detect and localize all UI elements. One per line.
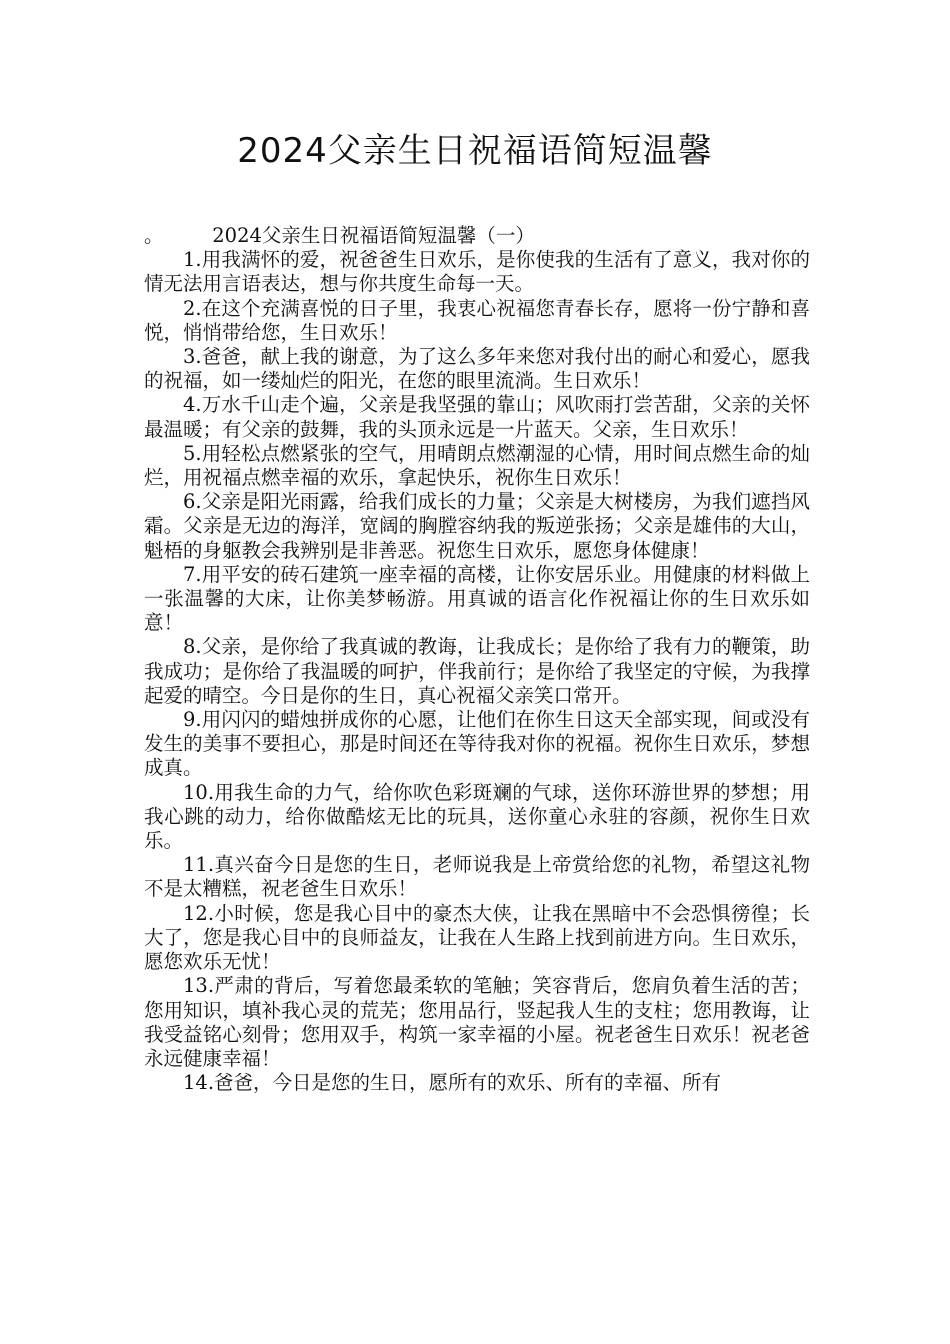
paragraph-1: 1.用我满怀的爱，祝爸爸生日欢乐，是你使我的生活有了意义，我对你的情无法用言语表达，想与你共度生命每一天。 bbox=[144, 248, 810, 296]
document-body bbox=[144, 224, 810, 1095]
paragraph-4: 4.万水千山走个遍，父亲是我坚强的靠山；风吹雨打尝苦甜，父亲的关怀最温暖；有父亲的鼓舞，我的头顶永远是一片蓝天。父亲，生日欢乐！ bbox=[144, 393, 810, 441]
paragraph-5: 5.用轻松点燃紧张的空气，用晴朗点燃潮湿的心情，用时间点燃生命的灿烂，用祝福点燃幸福的欢乐，拿起快乐，祝你生日欢乐！ bbox=[144, 441, 810, 490]
paragraph-14: 14.爸爸，今日是您的生日，愿所有的欢乐、所有的幸福、所有 bbox=[183, 1071, 722, 1095]
paragraph-12: 12.小时候，您是我心目中的豪杰大侠，让我在黑暗中不会恐惧徬徨；长大了，您是我心目中的良师益友，让我在人生路上找到前进方向。生日欢乐，愿您欢乐无忧！ bbox=[144, 901, 810, 974]
document-title: 2024父亲生日祝福语简短温馨 bbox=[237, 131, 713, 171]
section-subheading: 。 2024父亲生日祝福语简短温馨（一） bbox=[144, 224, 535, 247]
paragraph-9: 9.用闪闪的蜡烛拼成你的心愿，让他们在你生日这天全部实现，间或没有发生的美事不要担心，那是时间还在等待我对你的祝福。祝你生日欢乐，梦想成真。 bbox=[144, 708, 810, 780]
paragraph-2: 2.在这个充满喜悦的日子里，我衷心祝福您青春长存，愿将一份宁静和喜悦，悄悄带给您，生日欢乐！ bbox=[144, 296, 810, 344]
paragraph-3: 3.爸爸，献上我的谢意，为了这么多年来您对我付出的耐心和爱心，愿我的祝福，如一缕灿烂的阳光，在您的眼里流淌。生日欢乐！ bbox=[144, 345, 810, 393]
paragraph-7: 7.用平安的砖石建筑一座幸福的高楼，让你安居乐业。用健康的材料做上一张温馨的大床，让你美梦畅游。用真诚的语言化作祝福让你的生日欢乐如意！ bbox=[144, 562, 810, 635]
paragraph-6: 6.父亲是阳光雨露，给我们成长的力量；父亲是大树楼房，为我们遮挡风霜。父亲是无边的海洋，宽阔的胸膛容纳我的叛逆张扬；父亲是雄伟的大山，魁梧的身躯教会我辨别是非善恶。祝您生日欢乐，愿您身体健康！ bbox=[144, 490, 810, 562]
paragraph-8: 8.父亲，是你给了我真诚的教诲，让我成长；是你给了我有力的鞭策，助我成功；是你给了我温暖的呵护，伴我前行；是你给了我坚定的守候，为我撑起爱的晴空。今日是你的生日，真心祝福父亲笑口常开。 bbox=[144, 635, 810, 707]
paragraph-11: 11.真兴奋今日是您的生日，老师说我是上帝赏给您的礼物，希望这礼物不是太糟糕，祝老爸生日欢乐！ bbox=[144, 853, 810, 901]
paragraph-13: 13.严肃的背后，写着您最柔软的笔触；笑容背后，您肩负着生活的苦；您用知识，填补我心灵的荒芜；您用品行，竖起我人生的支柱；您用教诲，让我受益铭心刻骨；您用双手，构筑一家幸福的小屋。祝老爸生日欢乐！祝老爸永远健康幸福！ bbox=[144, 974, 810, 1070]
paragraph-10: 10.用我生命的力气，给你吹色彩斑斓的气球，送你环游世界的梦想；用我心跳的动力，给你做酷炫无比的玩具，送你童心永驻的容颜，祝你生日欢乐。 bbox=[144, 780, 810, 853]
